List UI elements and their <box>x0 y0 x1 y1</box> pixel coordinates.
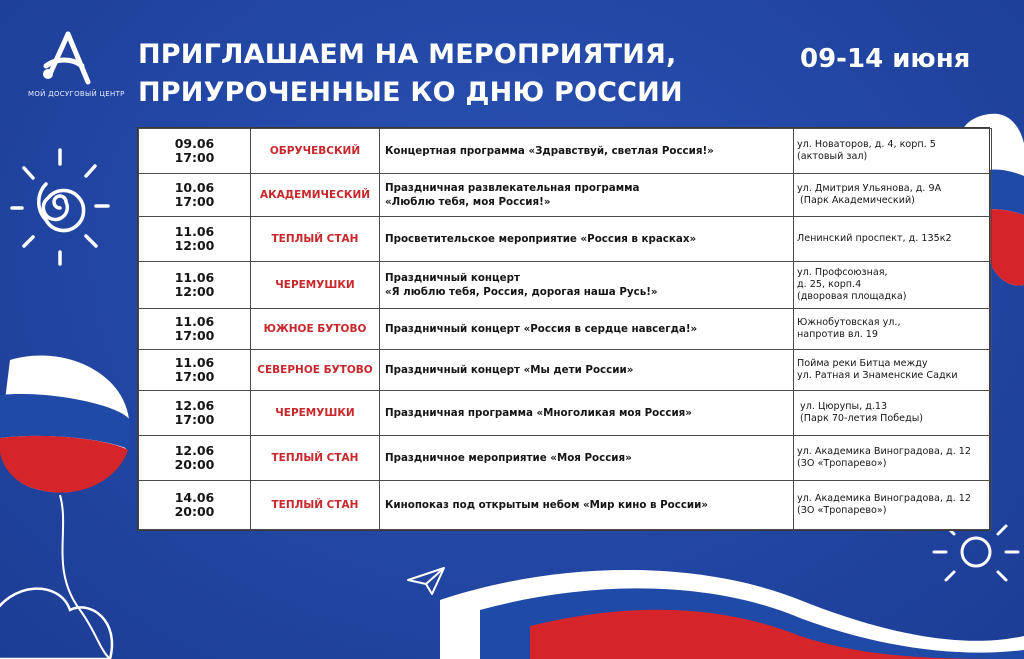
event-address-line: д. 25, корп.4 <box>797 278 862 290</box>
event-datetime <box>139 261 251 308</box>
event-datetime <box>139 435 251 480</box>
table-row <box>139 390 992 435</box>
table-row <box>139 480 992 529</box>
event-title-line: Праздничный концерт «Мы дети России» <box>385 363 634 376</box>
event-title-line: Концертная программа «Здравствуй, светлая Россия!» <box>385 145 714 157</box>
event-time: 20:00 <box>174 456 215 472</box>
event-time: 17:00 <box>174 150 215 165</box>
event-title <box>380 435 794 480</box>
event-title-line: Праздничная развлекательная программа <box>385 181 640 194</box>
balloon-flag-left <box>0 350 140 659</box>
event-district: ТЕПЛЫЙ СТАН <box>251 435 380 480</box>
event-address <box>794 435 992 480</box>
event-address-line: ул. Академика Виноградова, д. 12 <box>797 492 971 504</box>
event-date: 12.06 <box>174 397 215 413</box>
schedule-body <box>139 129 992 530</box>
event-district: АКАДЕМИЧЕСКИЙ <box>251 174 380 217</box>
event-address <box>794 349 992 390</box>
event-title <box>380 174 794 217</box>
event-title-line: Праздничный концерт <box>385 271 520 284</box>
logo-mark-icon <box>36 30 96 86</box>
event-address <box>794 216 992 261</box>
title-line-1: ПРИГЛАШАЕМ НА МЕРОПРИЯТИЯ, <box>138 39 677 70</box>
table-row <box>139 349 992 390</box>
event-address <box>794 390 992 435</box>
event-address-line: ул. Ратная и Знаменские Садки <box>797 369 958 381</box>
page-title <box>138 36 683 112</box>
event-title <box>380 390 794 435</box>
event-datetime <box>139 216 251 261</box>
event-time: 12:00 <box>174 283 215 299</box>
event-title-line: Просветительское мероприятие «Россия в красках» <box>385 232 697 245</box>
event-district: ЧЕРЕМУШКИ <box>251 390 380 435</box>
table-row <box>139 261 992 308</box>
event-date: 11.06 <box>174 269 215 285</box>
event-title <box>380 129 794 174</box>
table-row <box>139 216 992 261</box>
sun-icon <box>0 138 120 278</box>
event-datetime <box>139 309 251 350</box>
date-range: 09-14 июня <box>800 44 971 74</box>
event-title-line: «Люблю тебя, моя Россия!» <box>385 195 551 208</box>
event-datetime <box>139 129 251 174</box>
event-address <box>794 309 992 350</box>
event-time: 20:00 <box>174 503 215 519</box>
event-address-line: ул. Академика Виноградова, д. 12 <box>797 445 971 457</box>
logo-caption: МОЙ ДОСУГОВЫЙ ЦЕНТР <box>28 90 125 98</box>
event-date: 10.06 <box>174 179 215 195</box>
event-date: 11.06 <box>174 313 215 329</box>
event-time: 17:00 <box>174 411 215 427</box>
title-line-2: ПРИУРОЧЕННЫЕ КО ДНЮ РОССИИ <box>138 77 683 108</box>
event-district: ОБРУЧЕВСКИЙ <box>251 129 380 174</box>
event-address-line: (актовый зал) <box>797 151 868 162</box>
event-title-line: «Я люблю тебя, Россия, дорогая наша Русь!» <box>385 285 658 298</box>
event-datetime <box>139 349 251 390</box>
event-address-line: ул. Новаторов, д. 4, корп. 5 <box>797 139 936 150</box>
event-district: ЧЕРЕМУШКИ <box>251 261 380 308</box>
table-row <box>139 129 992 174</box>
event-title-line: Праздничная программа «Многоликая моя Россия» <box>385 406 692 419</box>
event-district: ТЕПЛЫЙ СТАН <box>251 480 380 529</box>
event-address <box>794 129 992 174</box>
event-title <box>380 261 794 308</box>
event-address <box>794 261 992 308</box>
event-address-line: (Парк 70-летия Победы) <box>797 412 924 424</box>
event-address <box>794 480 992 529</box>
event-date: 09.06 <box>174 136 215 151</box>
event-address-line: (Парк Академический) <box>797 194 915 206</box>
event-title <box>380 216 794 261</box>
event-time: 12:00 <box>174 237 215 253</box>
event-district: СЕВЕРНОЕ БУТОВО <box>251 349 380 390</box>
event-date: 11.06 <box>174 354 215 370</box>
event-title-line: Праздничное мероприятие «Моя Россия» <box>385 451 632 464</box>
flag-ribbon <box>440 540 1024 659</box>
event-title <box>380 309 794 350</box>
event-title-line: Кинопоказ под открытым небом «Мир кино в России» <box>385 498 709 511</box>
event-date: 11.06 <box>174 223 215 239</box>
event-address-line: (дворовая площадка) <box>797 290 907 302</box>
event-time: 17:00 <box>174 368 215 384</box>
event-address-line: Пойма реки Битца между <box>797 357 928 369</box>
event-district: ЮЖНОЕ БУТОВО <box>251 309 380 350</box>
event-title <box>380 349 794 390</box>
event-address-line: ул. Дмитрия Ульянова, д. 9А <box>797 182 942 194</box>
event-date: 14.06 <box>174 489 215 505</box>
event-address-line: Ленинский проспект, д. 135к2 <box>797 232 952 244</box>
event-district: ТЕПЛЫЙ СТАН <box>251 216 380 261</box>
table-row <box>139 435 992 480</box>
event-date: 12.06 <box>174 442 215 458</box>
table-row <box>139 309 992 350</box>
event-time: 17:00 <box>174 193 215 209</box>
event-title-line: Праздничный концерт «Россия в сердце навсегда!» <box>385 322 698 335</box>
event-datetime <box>139 174 251 217</box>
event-datetime <box>139 480 251 529</box>
logo <box>28 30 128 110</box>
table-row <box>139 174 992 217</box>
event-address-line: ул. Профсоюзная, <box>797 266 888 278</box>
event-address-line: (ЗО «Тропарево») <box>797 504 887 516</box>
event-time: 17:00 <box>174 327 215 343</box>
event-address-line: (ЗО «Тропарево») <box>797 457 887 469</box>
event-datetime <box>139 390 251 435</box>
event-address-line: Южнобутовская ул., <box>797 316 901 328</box>
event-address <box>794 174 992 217</box>
event-address-line: напротив вл. 19 <box>797 328 879 340</box>
schedule-table <box>137 127 990 531</box>
event-address-line: ул. Цюрупы, д.13 <box>797 400 888 412</box>
event-title <box>380 480 794 529</box>
